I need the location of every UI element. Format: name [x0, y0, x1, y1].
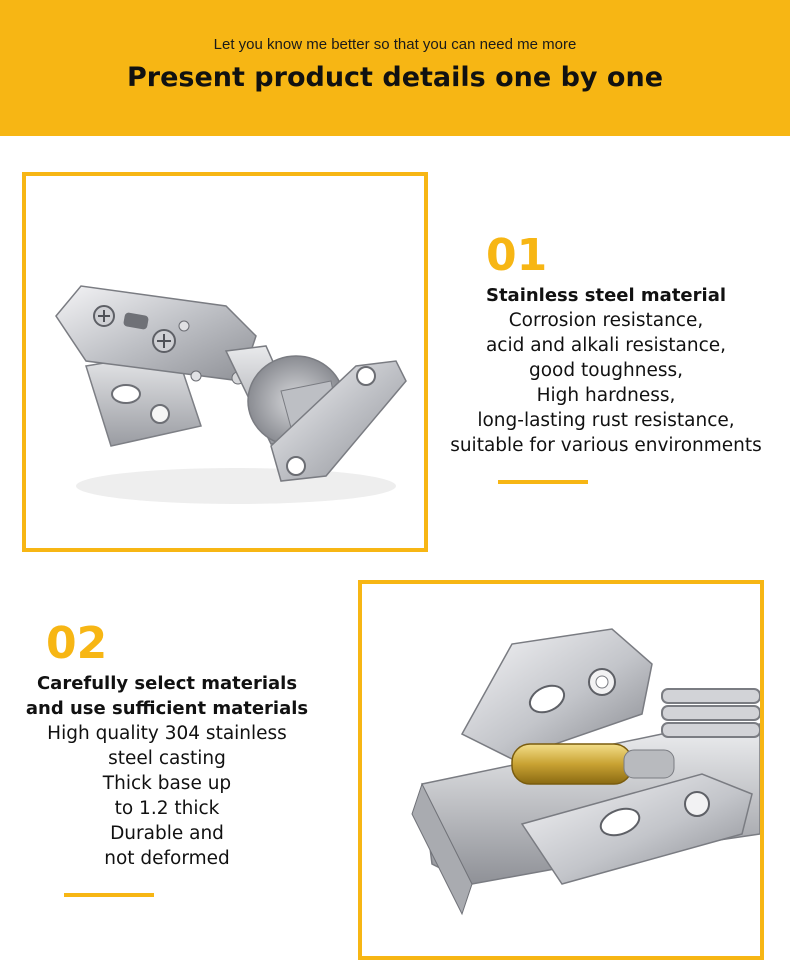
section-number-02: 02	[46, 618, 108, 669]
section-number-01: 01	[486, 230, 548, 281]
hinge-illustration-2	[362, 584, 760, 956]
header-banner	[0, 0, 790, 136]
section-02-line: steel casting	[108, 748, 226, 769]
section-02-line: not deformed	[104, 848, 230, 869]
section-01-line: High hardness,	[536, 385, 676, 406]
section-01-line: long-lasting rust resistance,	[477, 410, 735, 431]
section-02-underline	[64, 893, 154, 897]
section-02-line: Durable and	[110, 823, 224, 844]
section-01-line: Corrosion resistance,	[508, 310, 704, 331]
section-02-line: Thick base up	[102, 773, 232, 794]
section-01-heading: Stainless steel material	[485, 285, 727, 306]
section-02-text	[6, 671, 328, 871]
section-01-line: good toughness,	[528, 360, 684, 381]
section-01-line: suitable for various environments	[450, 435, 762, 456]
section-01-line: acid and alkali resistance,	[485, 335, 727, 356]
section-02-heading: Carefully select materials	[36, 673, 298, 694]
header-title: Present product details one by one	[126, 62, 664, 93]
product-photo-hinge-closeup	[358, 580, 764, 960]
section-01-underline	[498, 480, 588, 484]
hinge-illustration-1	[26, 176, 424, 548]
product-photo-hinge-top	[22, 172, 428, 552]
section-02-line: to 1.2 thick	[114, 798, 220, 819]
section-01-text	[430, 283, 782, 458]
section-02-line: High quality 304 stainless	[47, 723, 287, 744]
header-subtitle: Let you know me better so that you can need me more	[213, 36, 577, 53]
section-02-heading: and use sufficient materials	[25, 698, 309, 719]
